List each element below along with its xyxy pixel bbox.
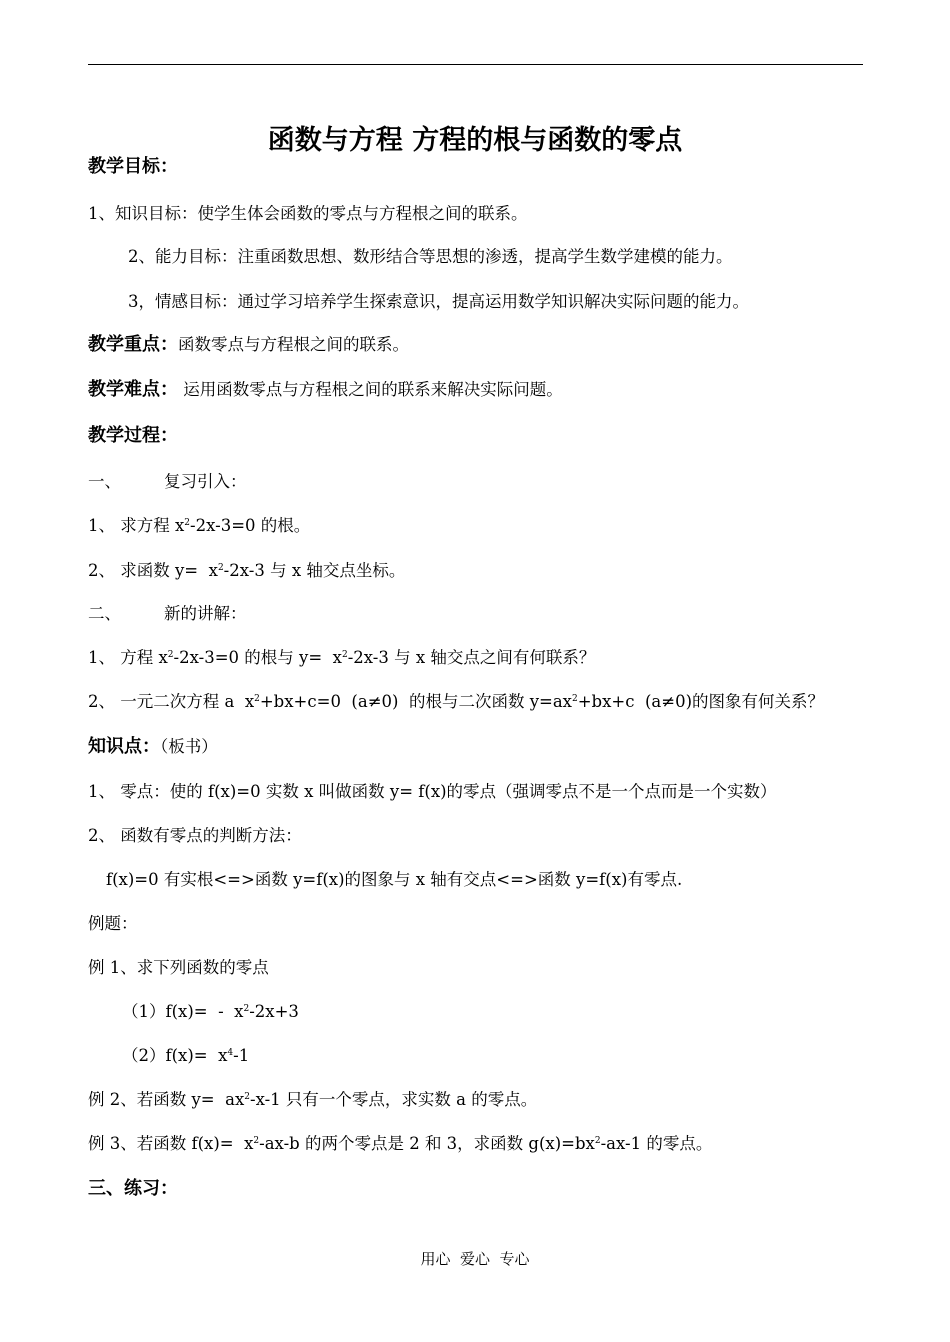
knowledge	[88, 738, 218, 756]
review-q1: 1、 求方程 $x^2-2x-3=0$ 的根。	[88, 516, 311, 535]
knowledge-label: 知识点：	[88, 736, 160, 757]
new-title: 新的讲解：	[164, 604, 247, 623]
example-1-part-1: $(1)f(x)= - x^2-2x+3$	[122, 1002, 299, 1021]
objectives-heading: 教学目标：	[88, 156, 178, 177]
example-3: 例 3、若函数 $f(x)= x^2-ax-b$ 的两个零点是 2 和 3，求函数 $g(x)=bx^2-ax-1$ 的零点。	[88, 1134, 713, 1153]
review-q2: 2、 求函数 $y= x^2-2x-3$ 与 x 轴交点坐标。	[88, 561, 406, 580]
objective-emotion: 3，情感目标：通过学习培养学生探索意识，提高运用数学知识解决实际问题的能力。	[128, 292, 749, 311]
header-rule	[88, 64, 863, 65]
new-num: 二、	[88, 604, 121, 623]
examples-label: 例题：	[88, 914, 138, 933]
review-title: 复习引入：	[164, 472, 247, 491]
example-1-part-2: $(2)f(x)= x^4-1$	[122, 1046, 250, 1065]
key-point-text: 函数零点与方程根之间的联系。	[178, 335, 409, 354]
new-q1: 1、 方程 $x^2-2x-3=0$ 的根与 $y= x^2-2x-3$ 与 x 轴交点之间有何联系？	[88, 648, 596, 667]
knowledge-p1: 1、 零点：使的 f(x)=0 实数 x 叫做函数 y= f(x)的零点（强调零点不是一个点而是一个实数）	[88, 782, 777, 801]
difficulty-text: 运用函数零点与方程根之间的联系来解决实际问题。	[178, 380, 563, 399]
knowledge-note: （板书）	[160, 737, 218, 756]
knowledge-p3: f(x)=0 有实根<=>函数 y=f(x)的图象与 x 轴有交点<=>函数 y=f(x)有零点.	[106, 870, 683, 889]
key-point	[88, 336, 409, 354]
process-heading: 教学过程：	[88, 425, 178, 446]
difficulty-label: 教学难点：	[88, 379, 178, 400]
new-q2: 2、 一元二次方程 a $x^2+bx+c=0$ (a≠0) 的根与二次函数 $y=ax^2+bx+c$ (a≠0)的图象有何关系？	[88, 692, 825, 711]
example-2: 例 2、若函数 $y= ax^2-x-1$ 只有一个零点，求实数 a 的零点。	[88, 1090, 538, 1109]
review-num: 一、	[88, 472, 121, 491]
objective-ability: 2、能力目标：注重函数思想、数形结合等思想的渗透，提高学生数学建模的能力。	[128, 247, 733, 266]
difficulty	[88, 381, 563, 399]
page-footer: 用心 爱心 专心	[420, 1250, 530, 1268]
knowledge-p2: 2、 函数有零点的判断方法：	[88, 826, 302, 845]
key-point-label: 教学重点：	[88, 334, 178, 355]
example-1: 例 1、求下列函数的零点	[88, 958, 269, 977]
objective-knowledge: 1、知识目标：使学生体会函数的零点与方程根之间的联系。	[88, 204, 528, 223]
page-title: 函数与方程 方程的根与函数的零点	[267, 125, 683, 156]
practice-heading: 三、练习：	[88, 1178, 178, 1199]
